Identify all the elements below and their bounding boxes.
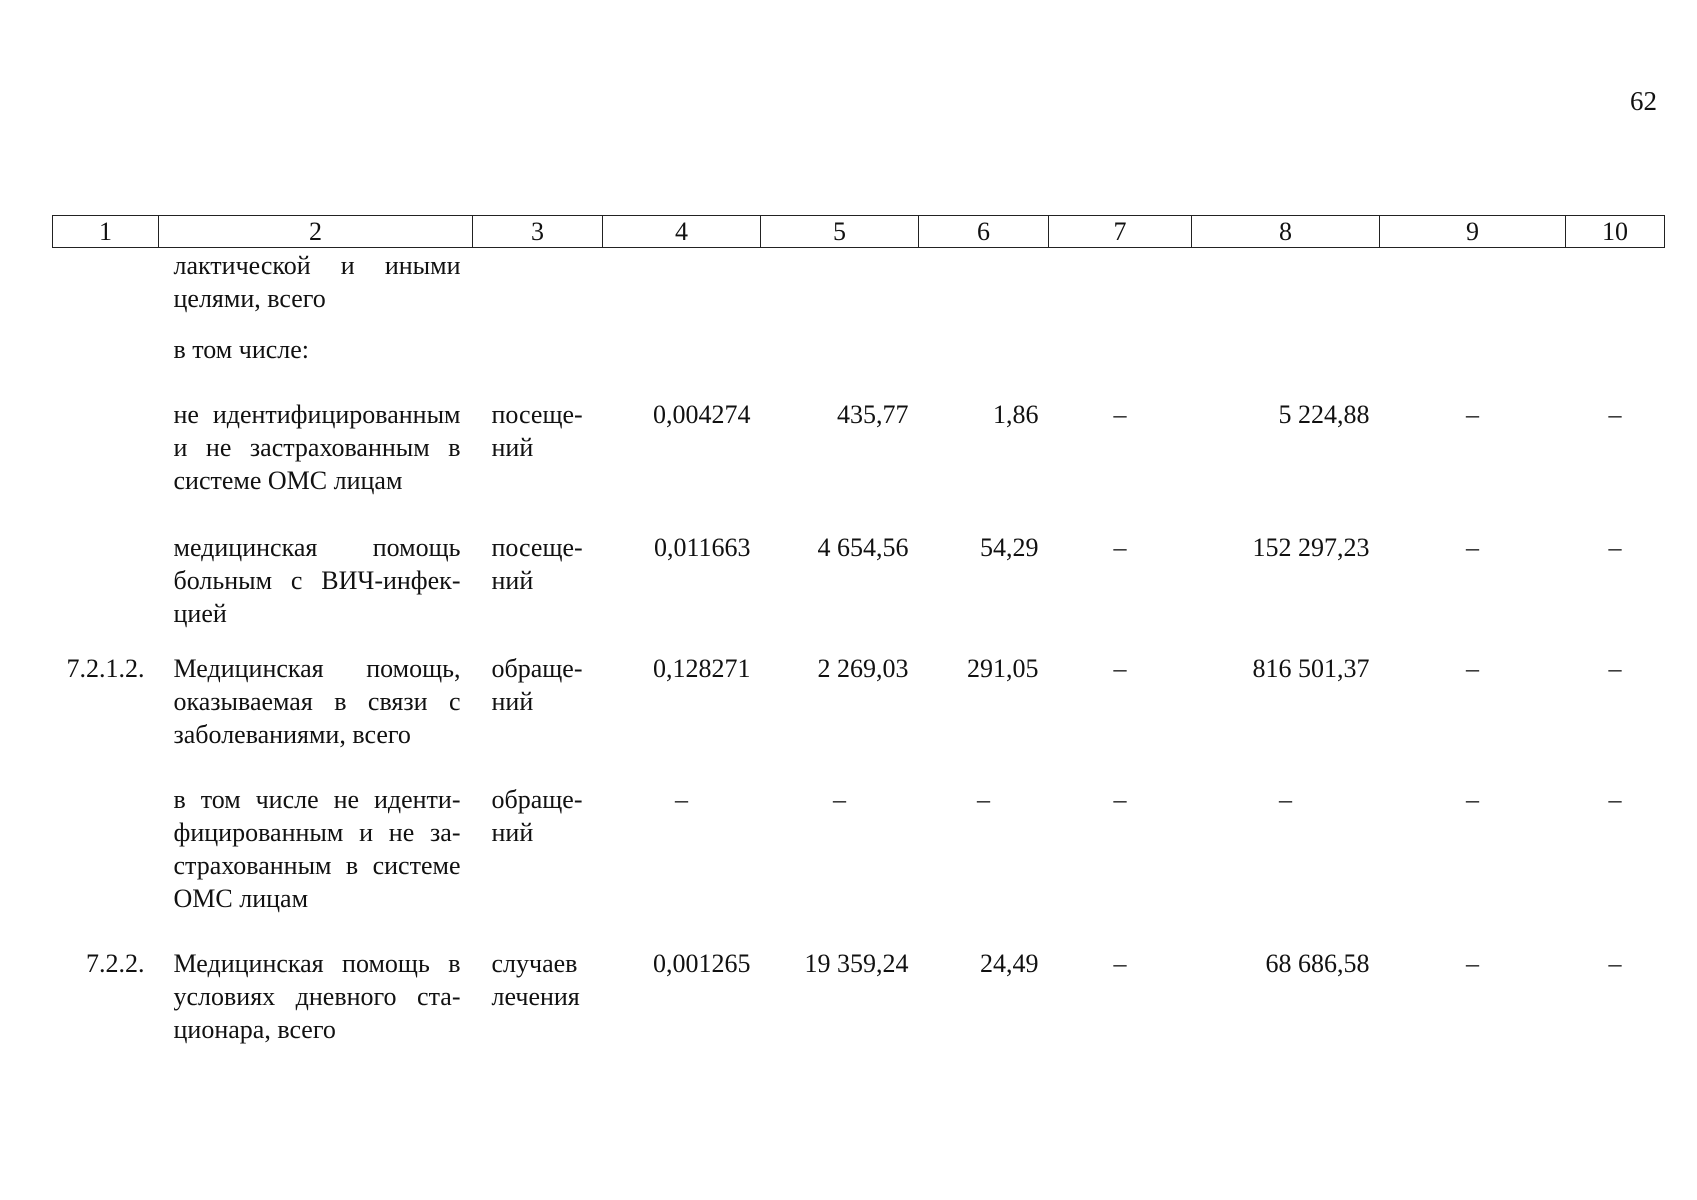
- cell-col4: [603, 248, 761, 328]
- cell-col7: [1049, 327, 1192, 392]
- table-row: [53, 527, 1665, 646]
- cell-col10: –: [1608, 949, 1622, 978]
- cell-col10: –: [1608, 533, 1622, 562]
- row-unit: обращений: [491, 654, 583, 716]
- cell-col7: –: [1113, 654, 1127, 683]
- cell-col9: –: [1466, 533, 1479, 562]
- column-header: 8: [1192, 216, 1380, 248]
- row-number: [53, 327, 159, 392]
- row-description: лактической и иными целями, всего: [173, 251, 461, 313]
- cell-col9: [1380, 327, 1566, 392]
- cell-col7: –: [1113, 785, 1127, 814]
- cell-col5: 2 269,03: [817, 654, 909, 683]
- row-description: в том числе не идентифицированным и не застрахованным в системе ОМС лицам: [173, 785, 461, 913]
- table-row: [53, 646, 1665, 777]
- row-number: [53, 527, 159, 646]
- cell-col7: –: [1113, 949, 1127, 978]
- cell-col9: –: [1466, 654, 1479, 683]
- table-row: [53, 392, 1665, 527]
- column-header: 5: [761, 216, 919, 248]
- cell-col5: –: [833, 785, 846, 814]
- cell-col6: [919, 248, 1049, 328]
- cell-col5: [761, 248, 919, 328]
- cell-col9: –: [1466, 785, 1479, 814]
- row-unit: обращений: [491, 785, 583, 847]
- row-description: не идентифицированным и не застрахованным в системе ОМС лицам: [173, 400, 461, 495]
- table-row: [53, 248, 1665, 328]
- cell-col8: 152 297,23: [1252, 533, 1370, 562]
- cell-col6: –: [977, 785, 990, 814]
- cell-col8: –: [1279, 785, 1292, 814]
- cell-col8: [1192, 327, 1380, 392]
- row-unit: посещений: [491, 400, 583, 462]
- cell-col4: 0,001265: [653, 949, 751, 978]
- row-description: Медицинская помощь, оказываемая в связи с заболеваниями, всего: [173, 654, 461, 749]
- row-number: [53, 248, 159, 328]
- cell-col5: 4 654,56: [817, 533, 909, 562]
- cell-col10: –: [1608, 654, 1622, 683]
- cell-col4: –: [675, 785, 688, 814]
- cell-col7: –: [1113, 533, 1127, 562]
- page-number: 62: [1630, 86, 1657, 116]
- cell-col5: 435,77: [837, 400, 909, 429]
- cell-col10: [1566, 327, 1665, 392]
- row-description: Медицинская помощь в условиях дневного стационара, всего: [173, 949, 461, 1044]
- table-header-row: [53, 216, 1665, 248]
- cell-col4: [603, 327, 761, 392]
- cell-col8: 5 224,88: [1278, 400, 1370, 429]
- column-header: 6: [919, 216, 1049, 248]
- cell-col4: 0,004274: [653, 400, 751, 429]
- cell-col10: –: [1608, 400, 1622, 429]
- cell-col7: [1049, 248, 1192, 328]
- data-table: [52, 215, 1665, 1072]
- cell-col6: 1,86: [993, 400, 1039, 429]
- row-number: 7.2.2.: [86, 949, 145, 978]
- cell-col5: 19 359,24: [804, 949, 909, 978]
- cell-col10: [1566, 248, 1665, 328]
- column-header: 2: [159, 216, 473, 248]
- cell-col6: [919, 327, 1049, 392]
- cell-col8: [1192, 248, 1380, 328]
- cell-col9: [1380, 248, 1566, 328]
- cell-col4: 0,128271: [653, 654, 751, 683]
- row-number: [53, 777, 159, 941]
- row-number: 7.2.1.2.: [66, 654, 145, 683]
- cell-col9: –: [1466, 400, 1479, 429]
- row-unit: случаев лечения: [491, 949, 580, 1011]
- cell-col5: [761, 327, 919, 392]
- column-header: 1: [53, 216, 159, 248]
- cell-col9: –: [1466, 949, 1479, 978]
- column-header: 9: [1380, 216, 1566, 248]
- column-header: 7: [1049, 216, 1192, 248]
- table-row: [53, 941, 1665, 1072]
- cell-col6: 291,05: [967, 654, 1039, 683]
- cell-col8: 816 501,37: [1252, 654, 1370, 683]
- cell-col7: –: [1113, 400, 1127, 429]
- table-row: [53, 327, 1665, 392]
- row-number: [53, 392, 159, 527]
- cell-col10: –: [1608, 785, 1622, 814]
- column-header: 3: [473, 216, 603, 248]
- cell-col8: 68 686,58: [1265, 949, 1370, 978]
- row-unit: посещений: [491, 533, 583, 595]
- row-unit: [473, 248, 603, 328]
- row-description: в том числе:: [173, 335, 310, 364]
- cell-col6: 54,29: [980, 533, 1039, 562]
- table-row: [53, 777, 1665, 941]
- cell-col6: 24,49: [980, 949, 1039, 978]
- cell-col4: 0,011663: [653, 533, 751, 562]
- column-header: 4: [603, 216, 761, 248]
- column-header: 10: [1566, 216, 1665, 248]
- row-description: медицинская помощь больным с ВИЧ-инфекцией: [173, 533, 461, 628]
- row-unit: [473, 327, 603, 392]
